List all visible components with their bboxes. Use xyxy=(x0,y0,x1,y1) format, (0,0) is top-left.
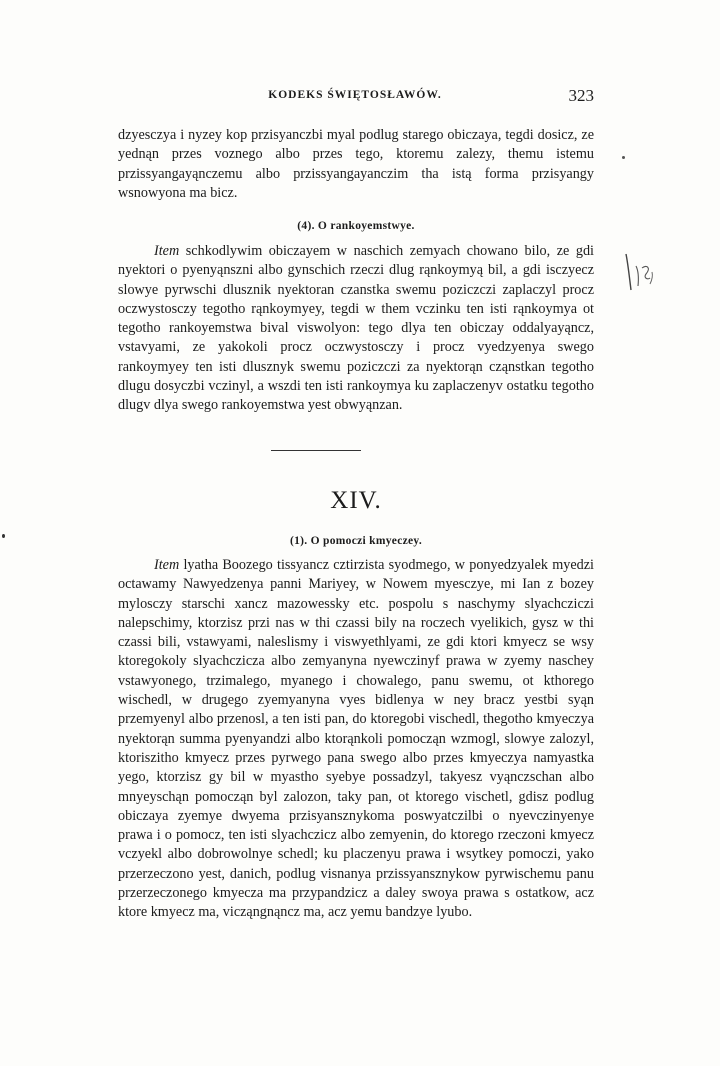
paragraph-text: lyatha Boozego tissyancz cztirzista syodmego, w ponyedzyalek myedzi octawamy Nawyedzenya panni Mariyey, w Nowem myesczye, mi Ian z bozey mylosczy starschi xancz mazowessky etc. pospolu s naschymy slyachcziczi nalepschimy, ktorzisz przi nas w thi czassi bily na roczech vyelikich, gysz w thi czassi bili, vstawyami, naleslismy i viswyethlyami, ze gdi ktori kmyecz se wsy ktoregokoly slyachczicza albo zemyanyna nyewczinyf prawa w zyemy naschey vstawyonego, trzimalego, myanego i chowalego, panu swemu, ot kthorego wischedl, w drugego zyemyanyna vyes bidlenya w ney bracz yestbi syąn przemyenyl albo przenosl, a ten isti pan, do ktoregobi vischedl, thegotho kmyeczya nyektorąn summa pyenyandzi albo ktorąnkoli pomocząn wzmogl, slowye zalozyl, ktoriszitho kmyecz przes pyrwego pana swego albo przes kmyeczya namyastka yego, ktorzisz gy bil w myastho syebye possadzyl, takyesz vyąnczschan albo mnyeyschąn pomocząn byl zalozon, taky pan, ot ktorego vischetl, gdisz podlug obiczaya zyemye dwyema przisyansznykoma poswyatczilbi o nyevczinyenye prawa i o pomocz, ten isti slyachczicz albo zemyenin, do ktorego rzeczoni kmyecz vczyekl albo dobrowolnye schedl; ku placzenyu prawa i wsytkey pomoczi, yako przerzeczono yest, danich, podlug visnanya przissyansznykow pyrwischemu panu przerzeczonego kmyecza ma przypandzicz a daley swoya prawa s ostatkow, acz ktore kmyecz ma, vicząngnąncz ma, acz yemu bandzye lyubo. xyxy=(118,557,595,921)
chapter-number: XIV. xyxy=(330,487,382,514)
page-number: 323 xyxy=(568,86,594,105)
paragraph xyxy=(118,242,594,416)
handwritten-marginal-mark-icon xyxy=(622,250,662,296)
paragraph xyxy=(118,556,594,923)
pomoczi-paragraph xyxy=(118,556,594,923)
rankoyemstwye-paragraph xyxy=(118,242,594,416)
continuation-paragraph xyxy=(118,126,594,203)
paragraph-lead-word: Item xyxy=(154,557,180,573)
running-header xyxy=(110,86,600,108)
paragraph-text: schkodlywim obiczayem w naschich zemyach chowano bilo, ze gdi nyektori o pyenyąnszni albo gynschich rzeczi dlug rąnkoymyą bil, a gdi isczyecz slowye pyrwschi dlusznik nyektoran czanstka swemu poziczczi zaplaczyl procz oczwystosczy tegotho rąnkoymyey, tegdi w them vczinku ten isti rąnkoymya ot tegotho rankoyemstwa bival viswolyon: tego dlya ten obiczay oddalyayąncz, vstavyami, ze yakokoli procz oczwystosczy i procz vyedzyenya swego rankoymyey ten isti dlusznyk swemu poziczczi za nyektorąn cząnstkan tegotho dlugu dosyczbi vczinyl, a wszdi ten isti rankoymya ku zaplaczenyv ostatku tegotho dlugv dlya swego rankoyemstwa yest obwyąnzan. xyxy=(118,243,595,414)
running-title: KODEKS ŚWIĘTOSŁAWÓW. xyxy=(268,89,442,101)
section-heading-pomoczi: (1). O pomoczi kmyeczey. xyxy=(289,535,423,547)
paragraph-text: dzyesczya i nyzey kop przisyanczbi myal podlug starego obiczaya, tegdi dosicz, ze yednąn przes voznego albo przes tego, ktoremu zalezy, themu istemu przissyangayąnczemu albo przissyangayanczim tha istą forma przisyangy wsnowyona ma bicz. xyxy=(118,127,594,201)
edge-speck xyxy=(2,534,5,538)
section-heading-rankoyemstwye: (4). O rankoyemstwye. xyxy=(297,220,415,232)
paragraph-lead-word: Item xyxy=(154,243,180,259)
section-divider-rule xyxy=(271,450,361,451)
margin-speck xyxy=(622,156,625,159)
